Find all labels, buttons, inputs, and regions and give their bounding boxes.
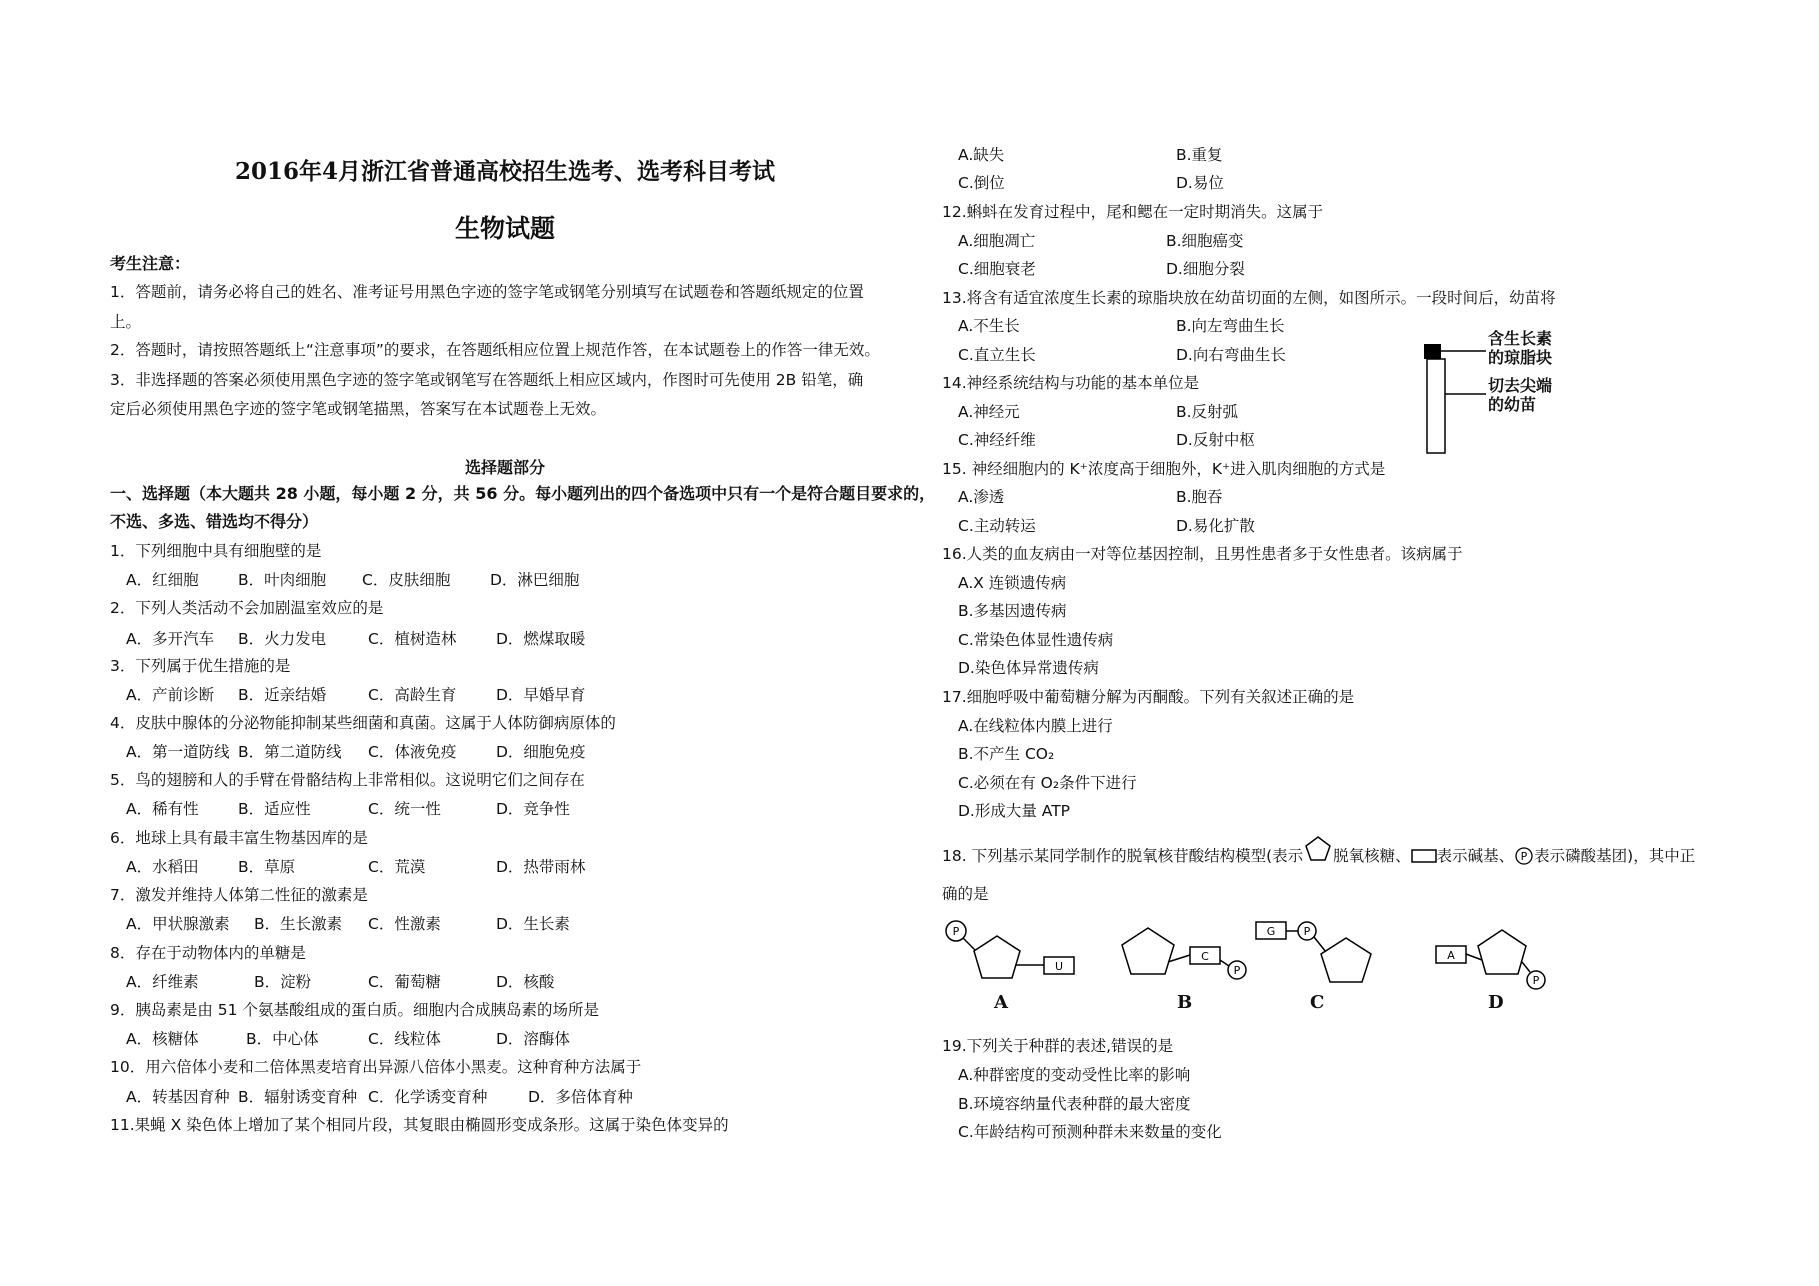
agar-label-line: 含生长素 (1488, 329, 1553, 348)
question-stem: 16.人类的血友病由一对等位基因控制，且男性患者多于女性患者。该病属于 (942, 545, 1463, 563)
question-stem: 15. 神经细胞内的 K⁺浓度高于细胞外，K⁺进入肌肉细胞的方式是 (942, 460, 1386, 478)
option: A．核糖体 (126, 1030, 199, 1048)
notice-item-1a: 1．答题前，请务必将自己的姓名、准考证号用黑色字迹的签字笔或钢笔分别填写在试题卷和答题纸规定的位置 (110, 283, 864, 301)
option: B.反射弧 (1176, 403, 1239, 421)
option: A．红细胞 (126, 571, 199, 589)
nucleotide-model-c (1256, 922, 1371, 982)
option: B．中心体 (246, 1030, 319, 1048)
option: D.形成大量 ATP (958, 802, 1071, 820)
nucleotide-model-b (1122, 928, 1246, 979)
option: C．性激素 (368, 915, 441, 933)
option: D．早婚早育 (496, 686, 586, 704)
question-options (126, 629, 585, 649)
option: B.重复 (1176, 146, 1223, 164)
phosphate-letter: P (1532, 974, 1540, 987)
question-stem: 6．地球上具有最丰富生物基因库的是 (110, 829, 368, 847)
phosphate-circle-icon (1514, 846, 1534, 866)
question-stem: 10．用六倍体小麦和二倍体黑麦培育出异源八倍体小黑麦。这种育种方法属于 (110, 1058, 642, 1076)
question-options (126, 570, 579, 590)
option: D．热带雨林 (496, 858, 586, 876)
question-options (126, 1029, 570, 1049)
notice-heading: 考生注意： (110, 254, 191, 273)
agar-block-shape (1424, 344, 1441, 359)
section-instructions-b: 不选、多选、错选均不得分） (110, 512, 319, 531)
question-stem: 2．下列人类活动不会加剧温室效应的是 (110, 599, 384, 617)
seedling-stem-shape (1427, 359, 1445, 453)
section-instructions-a: 一、选择题（本大题共 28 小题，每小题 2 分，共 56 分。每小题列出的四个备选项中只有一个是符合题目要求的， (110, 484, 936, 503)
question-options (958, 173, 1224, 193)
option: B．叶肉细胞 (238, 571, 327, 589)
option: B．生长激素 (254, 915, 343, 933)
question-options (958, 430, 1255, 450)
option: C．线粒体 (368, 1030, 441, 1048)
phosphate-letter: P (1520, 850, 1528, 863)
question-stem: 12.蝌蚪在发育过程中，尾和鳃在一定时期消失。这属于 (942, 203, 1324, 221)
question-options (126, 685, 585, 705)
option: A．转基因育种 (126, 1088, 230, 1106)
option: A.不生长 (958, 317, 1020, 335)
base-letter: A (1447, 949, 1455, 962)
pentagon-icon (1303, 834, 1333, 864)
option: C.年龄结构可预测种群未来数量的变化 (958, 1123, 1222, 1141)
option: C．高龄生育 (368, 686, 457, 704)
question-stem: 9．胰岛素是由 51 个氨基酸组成的蛋白质。细胞内合成胰岛素的场所是 (110, 1001, 599, 1019)
option: A．第一道防线 (126, 743, 230, 761)
option: D.易位 (1176, 174, 1224, 192)
option: C.倒位 (958, 174, 1005, 192)
option: C．体液免疫 (368, 743, 457, 761)
option: B.细胞癌变 (1166, 232, 1244, 250)
question-stem: 19.下列关于种群的表述,错误的是 (942, 1037, 1174, 1055)
option: C．化学诱变育种 (368, 1088, 488, 1106)
option: C.神经纤维 (958, 431, 1036, 449)
question-options (126, 914, 570, 934)
option: A．水稻田 (126, 858, 199, 876)
option: B.胞吞 (1176, 488, 1223, 506)
question-stem: 11.果蝇 X 染色体上增加了某个相同片段，其复眼由椭圆形变成条形。这属于染色体变异的 (110, 1116, 729, 1134)
nucleotide-diagram (942, 920, 1582, 1020)
option: B．第二道防线 (238, 743, 342, 761)
option: B．草原 (238, 858, 296, 876)
seedling-label (1488, 376, 1552, 414)
question-stem: 5．鸟的翅膀和人的手臂在骨骼结构上非常相似。这说明它们之间存在 (110, 771, 585, 789)
option: C．荒漠 (368, 858, 426, 876)
notice-item-2: 2．答题时，请按照答题纸上“注意事项”的要求，在答题纸相应位置上规范作答，在本试题卷上的作答一律无效。 (110, 341, 880, 359)
base-letter: G (1266, 925, 1276, 938)
seedling-label-line: 的幼苗 (1488, 395, 1537, 414)
option: D．淋巴细胞 (490, 571, 580, 589)
stem-part: 表示碱基、 (1436, 847, 1515, 865)
option: A.渗透 (958, 488, 1005, 506)
option: A．产前诊断 (126, 686, 215, 704)
agar-label-line: 的琼脂块 (1488, 348, 1553, 367)
question-stem: 1．下列细胞中具有细胞壁的是 (110, 542, 322, 560)
notice-item-3b: 定后必须使用黑色字迹的签字笔或钢笔描黑，答案写在本试题卷上无效。 (110, 400, 607, 418)
option: A．纤维素 (126, 973, 199, 991)
question-stem: 8．存在于动物体内的单糖是 (110, 944, 306, 962)
base-letter: U (1054, 960, 1064, 973)
option: D.向右弯曲生长 (1176, 346, 1286, 364)
option: B.不产生 CO₂ (958, 745, 1055, 763)
option: D.细胞分裂 (1166, 260, 1245, 278)
option: C.常染色体显性遗传病 (958, 631, 1114, 649)
seedling-figure (1422, 326, 1622, 456)
nucleotide-model-d (1436, 930, 1545, 989)
question-options (958, 145, 1223, 165)
phosphate-letter: P (1233, 964, 1241, 977)
rectangle-icon (1411, 848, 1437, 864)
option: B．适应性 (238, 800, 311, 818)
option: B．近亲结婚 (238, 686, 327, 704)
stem-part: 脱氧核糖、 (1333, 847, 1411, 865)
question-options (126, 742, 585, 762)
exam-title: 2016年4月浙江省普通高校招生选考、选考科目考试 (234, 158, 776, 185)
option: A.在线粒体内膜上进行 (958, 717, 1113, 735)
stem-part: 表示磷酸基团)，其中正 (1534, 847, 1696, 865)
question-stem (942, 846, 1695, 866)
option: D．燃煤取暖 (496, 630, 586, 648)
question-options (958, 402, 1238, 422)
option: C．皮肤细胞 (362, 571, 451, 589)
question-stem-cont: 确的是 (942, 885, 989, 903)
question-stem: 13.将含有适宜浓度生长素的琼脂块放在幼苗切面的左侧，如图所示。一段时间后，幼苗将 (942, 289, 1556, 307)
option: D．竞争性 (496, 800, 570, 818)
seedling-label-line: 切去尖端 (1488, 376, 1553, 395)
option: B.多基因遗传病 (958, 602, 1067, 620)
option: B．火力发电 (238, 630, 327, 648)
option: B.环境容纳量代表种群的最大密度 (958, 1095, 1191, 1113)
option: D．溶酶体 (496, 1030, 570, 1048)
question-options (126, 799, 570, 819)
option: C．植树造林 (368, 630, 457, 648)
option: A.细胞凋亡 (958, 232, 1036, 250)
question-stem: 7．激发并维持人体第二性征的激素是 (110, 886, 368, 904)
option: A.种群密度的变动受性比率的影响 (958, 1066, 1191, 1084)
base-letter: C (1201, 950, 1209, 963)
option: C.主动转运 (958, 517, 1036, 535)
section-title: 选择题部分 (464, 458, 545, 477)
option: D．多倍体育种 (528, 1088, 633, 1106)
option: B．辐射诱变育种 (238, 1088, 358, 1106)
notice-item-1b: 上。 (110, 313, 142, 331)
option: D．生长素 (496, 915, 570, 933)
question-options (958, 516, 1255, 536)
option: B．淀粉 (254, 973, 312, 991)
option: A．多开汽车 (126, 630, 215, 648)
option: C.必须在有 O₂条件下进行 (958, 774, 1137, 792)
model-label-b: B (1177, 992, 1193, 1013)
notice-item-3a: 3．非选择题的答案必须使用黑色字迹的签字笔或钢笔写在答题纸上相应区域内，作图时可先使用 2B 铅笔，确 (110, 371, 864, 389)
question-stem: 14.神经系统结构与功能的基本单位是 (942, 374, 1200, 392)
question-stem: 3．下列属于优生措施的是 (110, 657, 291, 675)
model-label-a: A (994, 992, 1008, 1013)
option: D．细胞免疫 (496, 743, 586, 761)
option: A.X 连锁遗传病 (958, 574, 1067, 592)
nucleotide-model-a (946, 921, 1074, 978)
option: A．甲状腺激素 (126, 915, 230, 933)
option: D.染色体异常遗传病 (958, 659, 1099, 677)
option: C.直立生长 (958, 346, 1036, 364)
option: C．统一性 (368, 800, 441, 818)
question-stem: 4．皮肤中腺体的分泌物能抑制某些细菌和真菌。这属于人体防御病原体的 (110, 714, 616, 732)
model-label-c: C (1310, 992, 1325, 1013)
phosphate-letter: P (1303, 925, 1311, 938)
question-options (126, 1087, 633, 1107)
exam-subtitle: 生物试题 (454, 214, 555, 243)
phosphate-letter: P (952, 925, 960, 938)
option: D.易化扩散 (1176, 517, 1255, 535)
agar-label (1488, 329, 1552, 367)
option: D.反射中枢 (1176, 431, 1255, 449)
question-options (126, 972, 554, 992)
question-options (958, 345, 1286, 365)
model-label-d: D (1488, 992, 1504, 1013)
stem-part: 18. 下列基示某同学制作的脱氧核苷酸结构模型(表示 (942, 847, 1304, 865)
question-stem: 17.细胞呼吸中葡萄糖分解为丙酮酸。下列有关叙述正确的是 (942, 688, 1355, 706)
option: A.缺失 (958, 146, 1005, 164)
option: C．葡萄糖 (368, 973, 441, 991)
question-options (958, 487, 1223, 507)
question-options (958, 316, 1285, 336)
option: D．核酸 (496, 973, 555, 991)
question-options (958, 231, 1244, 251)
option: B.向左弯曲生长 (1176, 317, 1285, 335)
option: A.神经元 (958, 403, 1020, 421)
option: C.细胞衰老 (958, 260, 1036, 278)
nucleotide-figure (942, 920, 1582, 1020)
option: A．稀有性 (126, 800, 199, 818)
question-options (958, 259, 1245, 279)
question-options (126, 857, 585, 877)
